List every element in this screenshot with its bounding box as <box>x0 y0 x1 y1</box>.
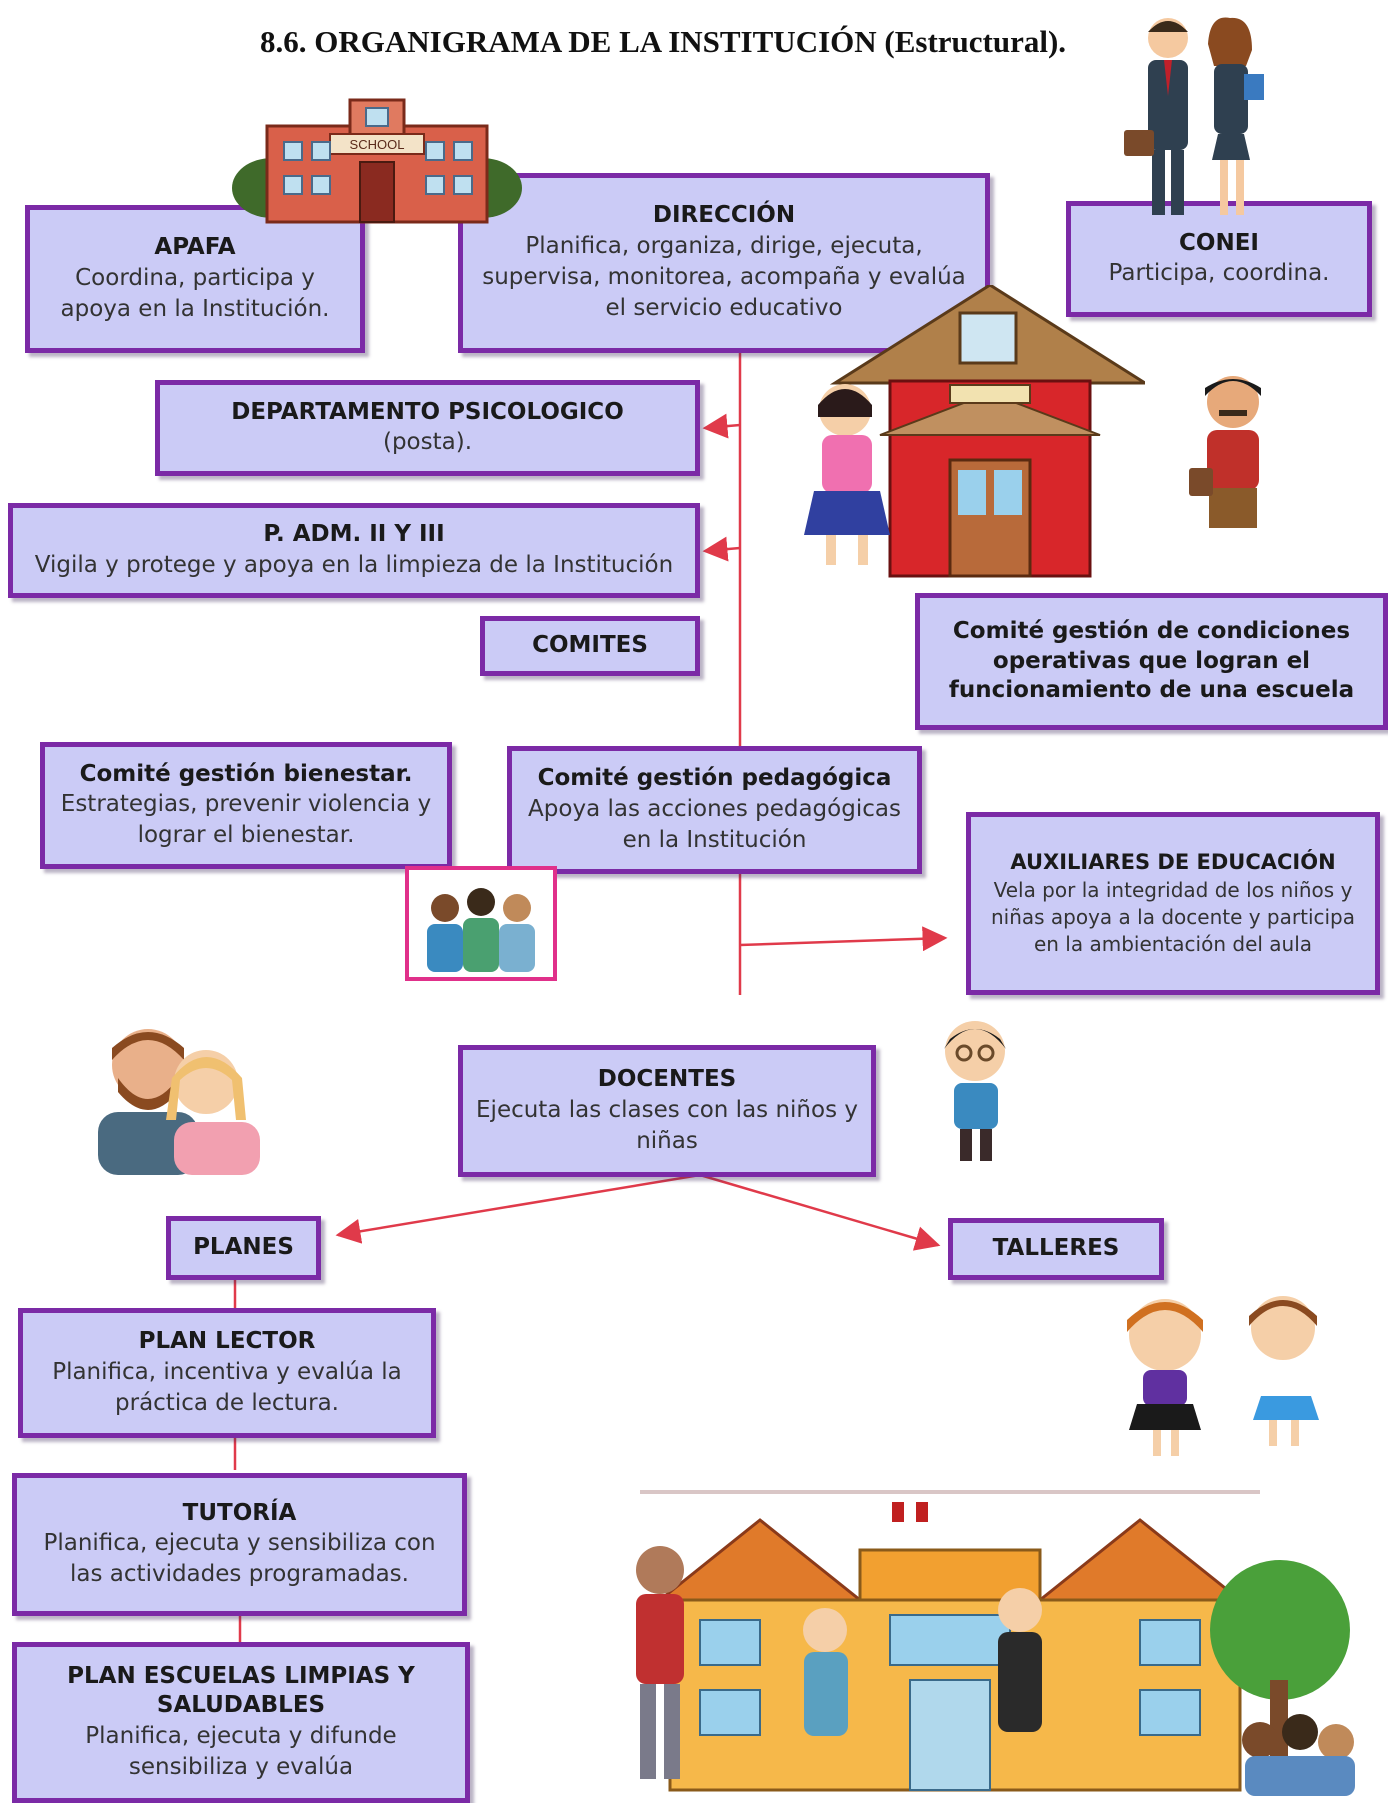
students-group-icon <box>405 866 557 981</box>
school-building-icon <box>232 98 522 226</box>
teacher-man-icon <box>1185 370 1280 535</box>
node-title: DIRECCIÓN <box>652 202 796 229</box>
node-plan-lector <box>18 1308 436 1438</box>
teacher-woman-icon <box>930 1015 1022 1165</box>
node-planes <box>166 1216 321 1280</box>
node-desc: Planifica, organiza, dirige, ejecuta, supervisa, monitorea, acompaña y evalúa el servicio educativo <box>482 233 966 322</box>
business-couple-icon <box>1118 10 1278 222</box>
node-desc: Planifica, incentiva y evalúa la práctica de lectura. <box>52 1358 402 1416</box>
node-psicologico <box>155 380 700 476</box>
node-desc: Vela por la integridad de los niños y niñas apoya a la docente y participa en la ambientación del aula <box>990 877 1356 956</box>
node-desc: Coordina, participa y apoya en la Institución. <box>60 264 330 322</box>
arrow-to-planes <box>338 1175 700 1235</box>
red-school-with-girl-icon <box>800 285 1145 580</box>
node-title: Comité gestión de condiciones operativas que logran el funcionamiento de una escuela <box>948 617 1355 704</box>
arrow-to-psicologico <box>705 425 740 428</box>
node-tutoria <box>12 1473 467 1616</box>
node-desc: Estrategias, prevenir violencia y lograr el bienestar. <box>60 791 432 849</box>
node-title: TUTORÍA <box>182 1499 297 1526</box>
arrow-to-padm <box>705 548 740 551</box>
node-condiciones <box>915 593 1388 730</box>
node-title: Comité gestión bienestar. <box>79 760 413 787</box>
node-desc: Apoya las acciones pedagógicas en la Institución <box>528 795 901 853</box>
node-bienestar <box>40 742 452 869</box>
node-escuelas-limpias <box>12 1642 470 1803</box>
node-title: DEPARTAMENTO PSICOLOGICO <box>231 398 624 425</box>
node-title: Comité gestión pedagógica <box>537 765 892 791</box>
page-title: 8.6. ORGANIGRAMA DE LA INSTITUCIÓN (Estructural). <box>260 24 1067 59</box>
node-title: PLAN LECTOR <box>138 1328 316 1354</box>
arrow-to-auxiliares <box>740 938 945 945</box>
kids-jumping-icon <box>1105 1290 1340 1460</box>
node-title: APAFA <box>154 234 236 260</box>
node-title: CONEI <box>1179 229 1259 256</box>
node-comites <box>480 616 700 676</box>
school-front-scene-icon <box>620 1480 1370 1803</box>
node-title: DOCENTES <box>597 1066 737 1092</box>
node-desc: (posta). <box>382 429 473 456</box>
arrow-to-talleres <box>700 1175 938 1245</box>
node-title: P. ADM. II Y III <box>263 521 445 548</box>
node-title: PLANES <box>193 1234 294 1261</box>
node-docentes <box>458 1045 876 1177</box>
node-apafa <box>25 205 365 353</box>
node-title: COMITES <box>532 632 648 659</box>
node-p-adm <box>8 503 700 598</box>
node-auxiliares <box>966 812 1380 995</box>
school-sign-text: SCHOOL <box>349 137 405 152</box>
node-talleres <box>948 1218 1164 1280</box>
node-title: TALLERES <box>992 1235 1120 1262</box>
node-title: PLAN ESCUELAS LIMPIAS Y SALUDABLES <box>67 1662 415 1719</box>
node-desc: Ejecuta las clases con las niños y niñas <box>476 1096 858 1154</box>
node-desc: Participa, coordina. <box>1108 260 1330 287</box>
parents-couple-icon <box>96 1020 261 1175</box>
node-pedagogica <box>507 746 922 874</box>
node-desc: Planifica, ejecuta y sensibiliza con las actividades programadas. <box>43 1530 436 1588</box>
node-desc: Vigila y protege y apoya en la limpieza de la Institución <box>34 551 674 578</box>
node-title: AUXILIARES DE EDUCACIÓN <box>1010 850 1336 875</box>
node-desc: Planifica, ejecuta y difunde sensibiliza y evalúa <box>85 1723 397 1781</box>
